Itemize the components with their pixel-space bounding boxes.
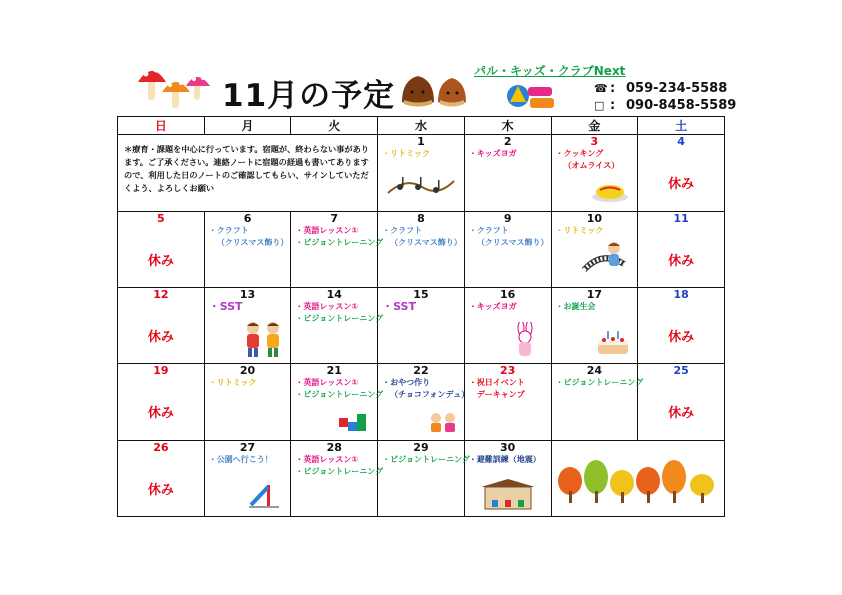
day-cell-7: 7 ・英語レッスン① ・ビジョントレーニング [291, 211, 378, 287]
day-cell-12: 12 休み [118, 287, 205, 363]
day-cell-26: 26 休み [118, 440, 205, 516]
weekday-mon: 月 [204, 117, 291, 135]
day-cell-29: 29 ・ビジョントレーニング [378, 440, 465, 516]
calendar-table [117, 116, 725, 517]
birthday-cake-icon [596, 328, 630, 356]
day-cell-21: 21 ・英語レッスン① ・ビジョントレーニング [291, 364, 378, 440]
weekday-thu: 木 [464, 117, 551, 135]
day-cell-30: 30 ・避難訓練（地震） [464, 440, 551, 516]
piano-child-icon [582, 240, 626, 282]
day-cell-13: 13 ・SST [204, 287, 291, 363]
day-cell-20: 20 ・リトミック [204, 364, 291, 440]
weekday-sun: 日 [118, 117, 205, 135]
day-cell-8: 8 ・クラフト （クリスマス飾り） [378, 211, 465, 287]
brand-name: パル・キッズ・クラブNext [474, 64, 626, 78]
mobile-phone-icon: □ [594, 99, 605, 112]
mobile-number: 090-8458-5589 [626, 98, 737, 113]
week-row [118, 364, 725, 440]
day-cell-5: 5 休み [118, 211, 205, 287]
day-cell-14: 14 ・英語レッスン① ・ビジョントレーニング [291, 287, 378, 363]
autumn-trees-icon [556, 457, 720, 505]
weekday-sat: 土 [638, 117, 725, 135]
week-row [118, 211, 725, 287]
mushroom-icon [136, 60, 216, 112]
week-row [118, 440, 725, 516]
contact-info: ☎ : 059-234-5588 □ : 090-8458-5589 [594, 81, 737, 113]
header [0, 0, 842, 118]
day-cell-9: 9 ・クラフト （クリスマス飾り） [464, 211, 551, 287]
day-cell-23: 23 ・祝日イベント デーキャンプ [464, 364, 551, 440]
phone-icon: ☎ [594, 82, 608, 95]
day-cell-2: 2 ・キッズヨガ [464, 135, 551, 211]
weekday-tue: 火 [291, 117, 378, 135]
day-cell-24: 24 ・ビジョントレーニング [551, 364, 638, 440]
day-cell-6: 6 ・クラフト （クリスマス飾り） [204, 211, 291, 287]
week-row [118, 135, 725, 211]
music-notes-icon [386, 173, 456, 199]
rabbit-icon [513, 322, 537, 358]
day-cell-28: 28 ・英語レッスン① ・ビジョントレーニング [291, 440, 378, 516]
day-cell-4: 4 休み [638, 135, 725, 211]
weekday-header-row [118, 117, 725, 135]
day-cell-1: 1 ・リトミック [378, 135, 465, 211]
day-cell-10: 10 ・リトミック [551, 211, 638, 287]
page-title: 11月の予定 [222, 78, 396, 114]
notice-cell [118, 135, 378, 211]
abc-blocks-icon [337, 410, 369, 434]
phone-number: 059-234-5588 [626, 81, 728, 96]
chestnut-icon [398, 70, 470, 110]
club-logo-icon [506, 82, 556, 110]
evacuation-drill-icon [479, 477, 537, 511]
day-cell-22: 22 ・おやつ作り （チョコフォンデュ） [378, 364, 465, 440]
children-icon [241, 320, 285, 358]
cooking-children-icon [428, 410, 458, 434]
day-cell-17: 17 ・お誕生会 [551, 287, 638, 363]
day-cell-16: 16 ・キッズヨガ [464, 287, 551, 363]
day-cell-11: 11 休み [638, 211, 725, 287]
notice-text: ＊療育・課題を中心に行っています。宿題が、終わらない事があります。ご了承ください。連絡ノートに宿題の経過も書いてありますので、利用した日のノートのご確認してもらい、サインしていただくよう、よろしくお願い [124, 144, 369, 194]
weekday-fri: 金 [551, 117, 638, 135]
day-cell-27: 27 ・公園へ行こう！ [204, 440, 291, 516]
omurice-icon [590, 179, 630, 203]
day-cell-25: 25 休み [638, 364, 725, 440]
day-cell-15: 15 ・SST [378, 287, 465, 363]
slide-icon [249, 481, 279, 509]
day-cell-3: 3 ・クッキング （オムライス） [551, 135, 638, 211]
autumn-trees-cell [551, 440, 724, 516]
day-cell-19: 19 休み [118, 364, 205, 440]
day-cell-18: 18 休み [638, 287, 725, 363]
weekday-wed: 水 [378, 117, 465, 135]
week-row [118, 287, 725, 363]
